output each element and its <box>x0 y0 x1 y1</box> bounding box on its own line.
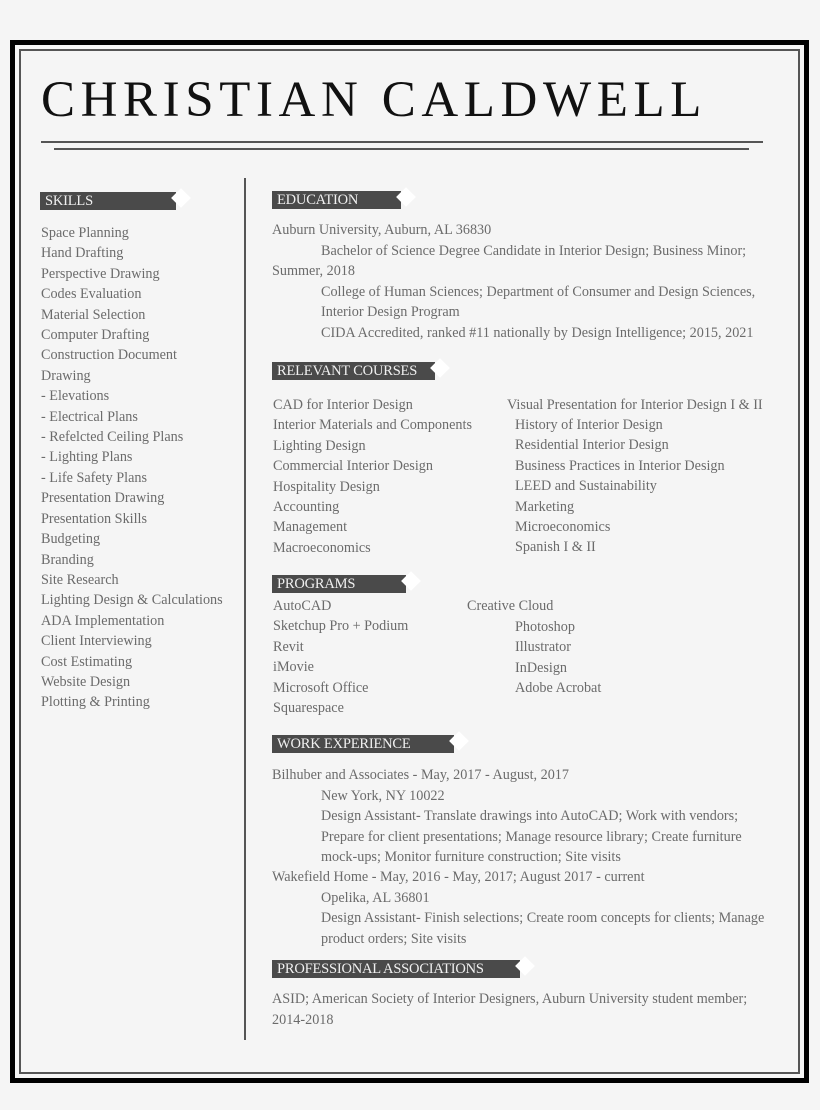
section-title: PROGRAMS <box>277 576 356 592</box>
courses-list-left <box>273 395 472 558</box>
header-rule-top <box>41 141 763 143</box>
skill-item: Material Selection <box>41 306 146 323</box>
skill-item: Perspective Drawing <box>41 265 160 282</box>
skill-item: Cost Estimating <box>41 653 133 670</box>
resume-name-heading: CHRISTIAN CALDWELL <box>41 72 707 128</box>
education-accreditation: CIDA Accredited, ranked #11 nationally by Design Intelligence; 2015, 2021 <box>321 325 754 341</box>
program-item: Revit <box>273 638 304 655</box>
skill-item: Codes Evaluation <box>41 286 142 303</box>
skill-item: Drawing <box>41 367 91 384</box>
section-header-work <box>272 735 454 753</box>
job-description: Design Assistant- Finish selections; Create room concepts for clients; Manage <box>321 910 765 926</box>
course-item: Residential Interior Design <box>515 437 669 454</box>
section-title: EDUCATION <box>277 192 359 208</box>
header-rule-bottom <box>54 148 749 150</box>
program-item: Microsoft Office <box>273 679 369 696</box>
skill-item: ADA Implementation <box>41 612 165 629</box>
section-title: WORK EXPERIENCE <box>277 736 411 752</box>
skill-item: Website Design <box>41 673 131 690</box>
course-item: Marketing <box>515 498 575 515</box>
job-description: Prepare for client presentations; Manage resource library; Create furniture <box>321 829 742 845</box>
skill-item: Branding <box>41 551 94 568</box>
program-item: AutoCAD <box>273 598 332 614</box>
section-title: PROFESSIONAL ASSOCIATIONS <box>277 961 484 977</box>
skill-item: Construction Document <box>41 347 177 364</box>
program-item: Photoshop <box>515 619 575 635</box>
education-program: Interior Design Program <box>321 304 460 320</box>
skill-item: Space Planning <box>41 225 129 241</box>
association-dates: 2014-2018 <box>272 1012 334 1028</box>
skill-item: Presentation Skills <box>41 510 148 527</box>
section-title: RELEVANT COURSES <box>277 363 418 379</box>
education-degree: Bachelor of Science Degree Candidate in Interior Design; Business Minor; <box>321 243 747 259</box>
course-item: History of Interior Design <box>515 417 663 433</box>
course-item: CAD for Interior Design <box>273 397 413 413</box>
job-title-line: Wakefield Home - May, 2016 - May, 2017; August 2017 - current <box>272 869 645 885</box>
column-divider <box>244 178 246 1040</box>
course-item: Accounting <box>273 499 340 516</box>
program-item: Adobe Acrobat <box>515 680 602 697</box>
courses-list-right <box>515 415 725 558</box>
course-item: Visual Presentation for Interior Design I & II <box>507 397 763 413</box>
education-graduation-date: Summer, 2018 <box>272 263 355 279</box>
skill-item: Budgeting <box>41 531 101 548</box>
course-item: Management <box>273 519 348 536</box>
job-description: product orders; Site visits <box>321 931 467 947</box>
education-school: Auburn University, Auburn, AL 36830 <box>272 222 492 238</box>
program-item: iMovie <box>273 659 314 676</box>
skill-item: - Life Safety Plans <box>41 469 147 486</box>
course-item: Lighting Design <box>273 437 366 454</box>
association-line: ASID; American Society of Interior Designers, Auburn University student member; <box>272 991 748 1007</box>
course-item: Microeconomics <box>515 519 611 536</box>
skill-item: Presentation Drawing <box>41 490 165 507</box>
skill-item: Lighting Design & Calculations <box>41 592 223 609</box>
job-location: New York, NY 10022 <box>321 788 445 804</box>
skill-item: Plotting & Printing <box>41 694 150 711</box>
section-title: SKILLS <box>45 193 93 209</box>
program-item: Creative Cloud <box>467 598 554 614</box>
program-item: Squarespace <box>273 700 344 717</box>
skill-item: Computer Drafting <box>41 327 150 344</box>
section-header-skills <box>40 192 176 210</box>
skill-item: - Refelcted Ceiling Plans <box>41 429 184 446</box>
section-header-programs <box>272 575 406 593</box>
course-item: Commercial Interior Design <box>273 458 433 475</box>
program-item: InDesign <box>515 659 568 676</box>
section-header-associations <box>272 960 520 978</box>
job-title-line: Bilhuber and Associates - May, 2017 - August, 2017 <box>272 767 569 783</box>
course-item: Interior Materials and Components <box>273 417 472 434</box>
skills-list <box>41 223 223 713</box>
course-item: Business Practices in Interior Design <box>515 457 725 474</box>
skill-item: - Lighting Plans <box>41 449 133 466</box>
program-item: Sketchup Pro + Podium <box>273 618 409 635</box>
programs-list-left <box>273 596 408 718</box>
section-header-courses <box>272 362 435 380</box>
skill-item: Hand Drafting <box>41 245 124 262</box>
programs-list-right <box>515 617 601 699</box>
program-item: Illustrator <box>515 639 571 656</box>
skill-item: Client Interviewing <box>41 633 152 650</box>
job-description: mock-ups; Monitor furniture construction; Site visits <box>321 849 621 865</box>
job-description: Design Assistant- Translate drawings into AutoCAD; Work with vendors; <box>321 808 739 824</box>
skill-item: - Elevations <box>41 388 110 405</box>
course-item: Spanish I & II <box>515 539 596 556</box>
education-college: College of Human Sciences; Department of Consumer and Design Sciences, <box>321 284 756 300</box>
course-item: LEED and Sustainability <box>515 478 657 495</box>
skill-item: Site Research <box>41 571 119 588</box>
job-location: Opelika, AL 36801 <box>321 890 430 906</box>
course-item: Hospitality Design <box>273 478 380 495</box>
skill-item: - Electrical Plans <box>41 408 138 425</box>
course-item: Macroeconomics <box>273 539 371 556</box>
section-header-education <box>272 191 401 209</box>
